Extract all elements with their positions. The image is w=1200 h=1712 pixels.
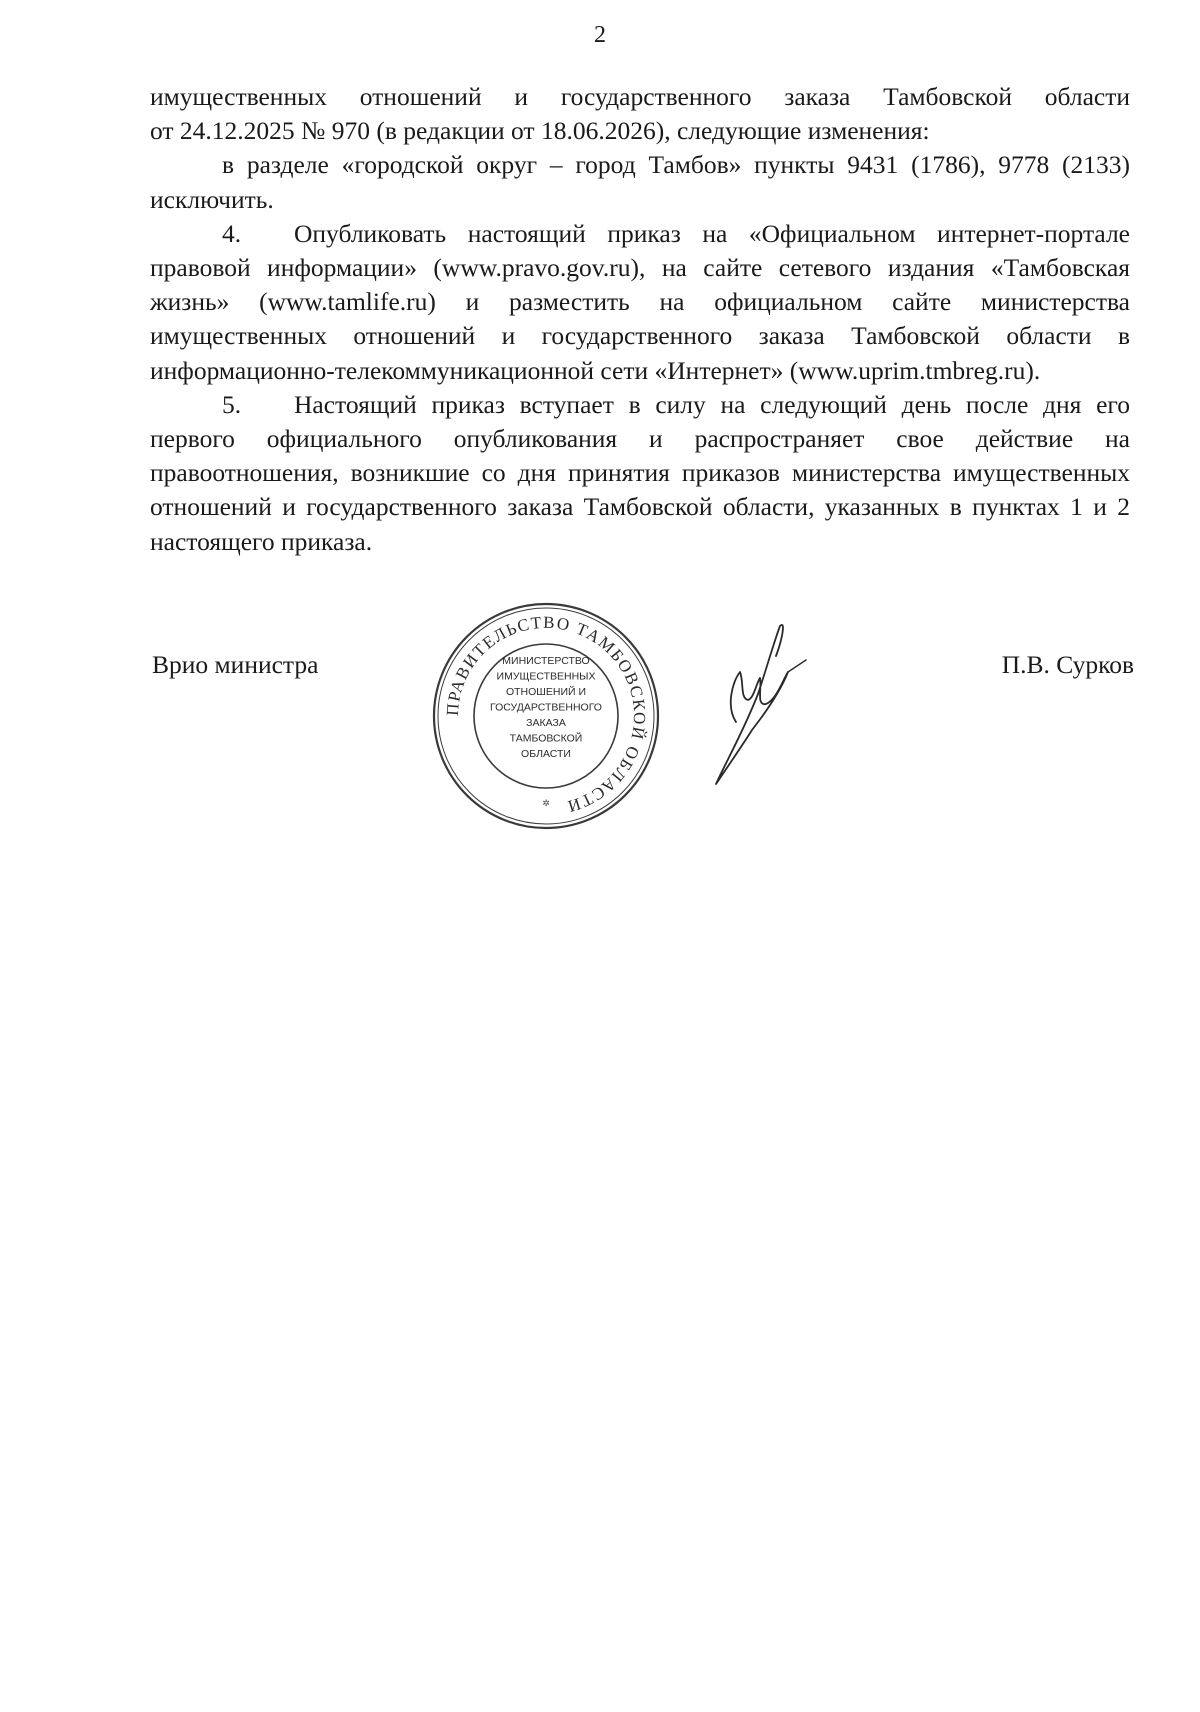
- continuation-line: имущественных отношений и государственного заказа Тамбовской области: [150, 82, 1130, 111]
- item-5-number: 5.: [222, 389, 242, 419]
- official-seal-stamp: [430, 600, 662, 832]
- stamp-line: МИНИСТЕРСТВО: [502, 655, 590, 667]
- stamp-line: ОБЛАСТИ: [521, 748, 571, 760]
- stamp-line: ГОСУДАРСТВЕННОГО: [490, 701, 602, 714]
- item-4-number: 4.: [222, 218, 242, 248]
- signatory-name: П.В. Сурков: [1001, 650, 1134, 679]
- item-4-paragraph: [150, 217, 1130, 388]
- continuation-line: от 24.12.2025 № 970 (в редакции от 18.06.2026), следующие изменения:: [150, 116, 930, 146]
- subclause-paragraph: в разделе «городской округ – город Тамбов» пункты 9431 (1786), 9778 (2133) исключить.: [150, 150, 1130, 214]
- document-body: [150, 80, 1130, 559]
- handwritten-signature: [696, 612, 816, 792]
- item-5-paragraph: [150, 388, 1130, 559]
- stamp-line: ИМУЩЕСТВЕННЫХ: [496, 670, 596, 683]
- stamp-line: ЗАКАЗА: [526, 717, 566, 729]
- stamp-line: ОТНОШЕНИЙ И: [505, 686, 587, 698]
- stamp-ring-text: ПРАВИТЕЛЬСТВО ТАМБОВСКОЙ ОБЛАСТИ: [442, 612, 650, 817]
- item-5-text: Настоящий приказ вступает в силу на следующий день после дня его первого официального опубликования и распространяет свое действие на правоотношения, возникшие со дня принятия приказов министерства имущественных отношений и государственного заказа Тамбовской области, указанных в пунктах 1 и 2 настоящего приказа.: [150, 389, 1130, 556]
- item-4-text: Опубликовать настоящий приказ на «Официальном интернет-портале правовой информации» (www.pravo.gov.ru), на сайте сетевого издания «Тамбовская жизнь» (www.tamlife.ru) и разместить на официальном сайте министерства имущественных отношений и государственного заказа Тамбовской области в информационно-телекоммуникационной сети «Интернет» (www.uprim.tmbreg.ru).: [150, 218, 1130, 385]
- stamp-line: ТАМБОВСКОЙ: [509, 732, 583, 745]
- signatory-position: Врио министра: [152, 650, 319, 679]
- stamp-center-text: [490, 655, 602, 760]
- svg-text:✲: ✲: [542, 799, 550, 809]
- page-number: 2: [594, 22, 606, 48]
